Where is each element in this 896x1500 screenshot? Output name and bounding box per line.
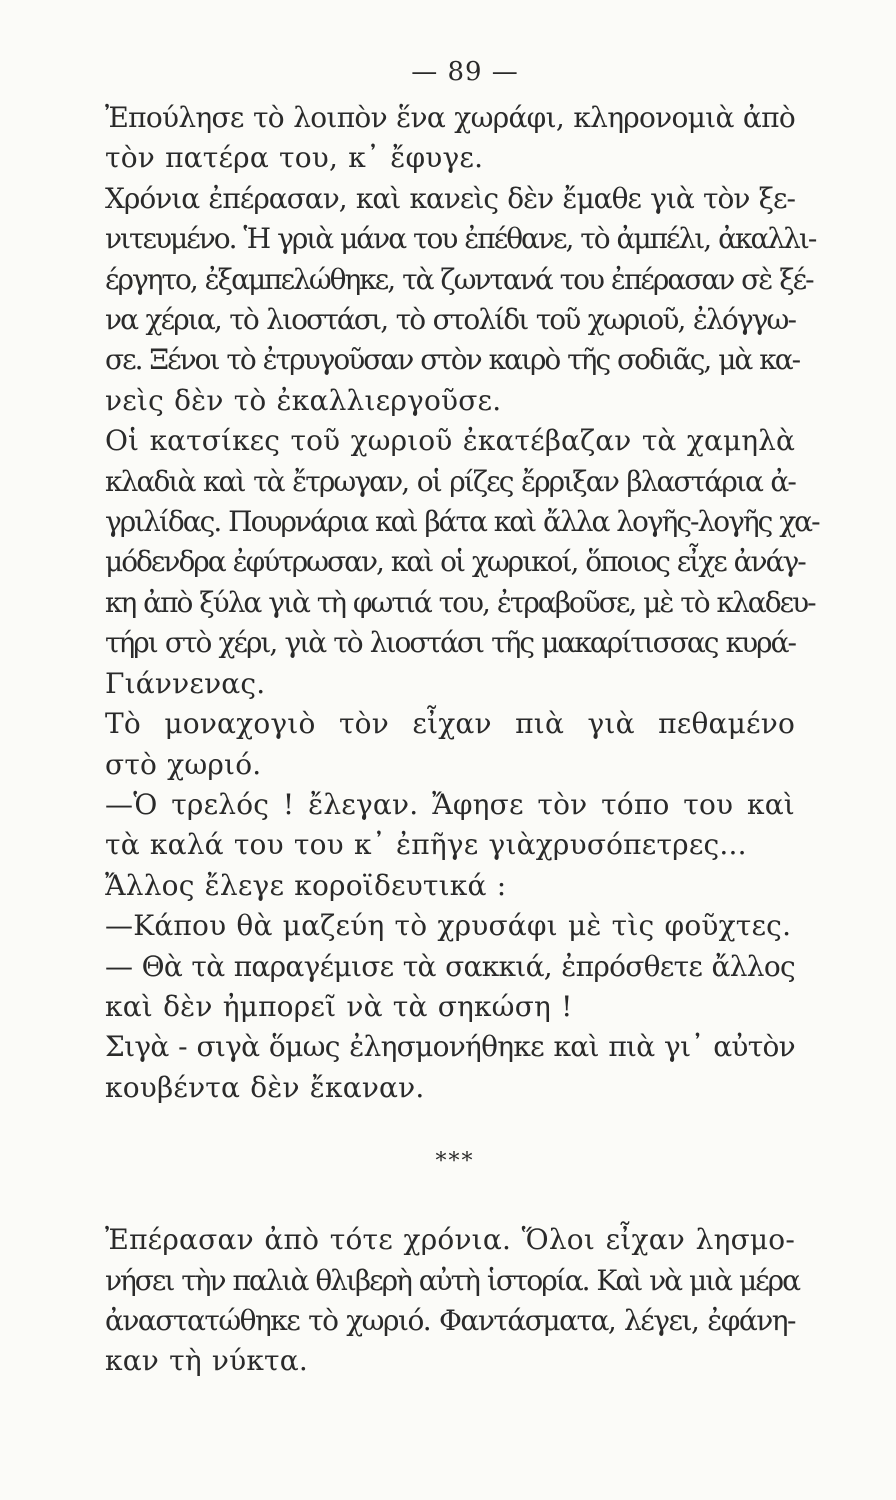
paragraph <box>105 704 795 785</box>
text-line: —Ὁ τρελός ! ἔλεγαν. Ἄφησε τὸν τόπο του καὶ <box>105 787 795 821</box>
text-line: κουβέντα δὲν ἔκαναν. <box>105 1070 425 1104</box>
paragraph <box>105 98 795 179</box>
text-line: σε. Ξένοι τὸ ἐτρυγοῦσαν στὸν καιρὸ τῆς σοδιᾶς, μὰ κα- <box>105 343 800 377</box>
text-line: Οἱ κατσίκες τοῦ χωριοῦ ἐκατέβαζαν τὰ χαμηλὰ <box>105 424 795 458</box>
paragraph <box>105 1027 795 1108</box>
paragraph <box>105 947 795 1028</box>
text-line: κη ἀπὸ ξύλα γιὰ τὴ φωτιά του, ἐτραβοῦσε, μὲ τὸ κλαδευ- <box>105 585 815 619</box>
text-line: μόδενδρα ἐφύτρωσαν, καὶ οἱ χωρικοί, ὅποιος εἶχε ἀνάγ- <box>105 545 805 579</box>
text-line: ἀναστατώθηκε τὸ χωριό. Φαντάσματα, λέγει, ἐφάνη- <box>105 1303 795 1337</box>
paragraph <box>105 866 795 906</box>
section-separator: *** <box>435 1149 475 1175</box>
text-line: Ἄλλος ἔλεγε κοροϊδευτικά : <box>105 868 507 902</box>
text-line: νεὶς δὲν τὸ ἐκαλλιεργοῦσε. <box>105 383 502 417</box>
text-line: Ἐπέρασαν ἀπὸ τότε χρόνια. Ὅλοι εἶχαν λησμο- <box>105 1223 795 1257</box>
text-line: νήσει τὴν παλιὰ θλιβερὴ αὐτὴ ἱστορία. Καὶ νὰ μιὰ μέρα <box>105 1263 800 1297</box>
text-line: κλαδιὰ καὶ τὰ ἔτρωγαν, οἱ ρίζες ἔρριξαν βλαστάρια ἀ- <box>105 464 795 498</box>
paragraph <box>105 906 795 946</box>
text-line: νιτευμένο. Ἡ γριὰ μάνα του ἐπέθανε, τὸ ἀμπέλι, ἀκαλλι- <box>105 222 816 256</box>
paragraph <box>105 785 795 866</box>
text-line: στὸ χωριό. <box>105 747 262 781</box>
text-line: γριλίδας. Πουρνάρια καὶ βάτα καὶ ἄλλα λογῆς-λογῆς χα- <box>105 505 819 539</box>
paragraph <box>105 421 819 704</box>
text-line: έργητο, ἐξαμπελώθηκε, τὰ ζωντανά του ἐπέρασαν σὲ ξέ- <box>105 262 813 296</box>
text-line: —Κάπου θὰ μαζεύη τὸ χρυσάφι μὲ τὶς φοῦχτες. <box>105 909 792 943</box>
text-line: τήρι στὸ χέρι, γιὰ τὸ λιοστάσι τῆς μακαρίτισσας κυρά- <box>105 626 795 660</box>
text-line: καν τὴ νύκτα. <box>105 1344 308 1378</box>
body-text <box>105 98 819 1108</box>
text-line: καὶ δὲν ἠμπορεῖ νὰ τὰ σηκώση ! <box>105 989 573 1023</box>
text-line: Τὸ μοναχογιὸ τὸν εἶχαν πιὰ γιὰ πεθαμένο <box>105 707 795 741</box>
text-line: Ἐπούλησε τὸ λοιπὸν ἕνα χωράφι, κληρονομιὰ ἀπὸ <box>105 101 795 134</box>
text-line: τὸν πατέρα του, κ᾿ ἔφυγε. <box>105 141 484 175</box>
paragraph <box>105 179 816 421</box>
text-line: Χρόνια ἐπέρασαν, καὶ κανεὶς δὲν ἔμαθε γιὰ τὸν ξε- <box>105 181 795 215</box>
text-line: Σιγὰ - σιγὰ ὅμως ἐλησμονήθηκε καὶ πιὰ γι᾿ αὐτὸν <box>105 1030 795 1064</box>
body-text-continued <box>105 1220 800 1382</box>
paragraph <box>105 1220 800 1382</box>
text-line: — Θὰ τὰ παραγέμισε τὰ σακκιά, ἐπρόσθετε ἄλλος <box>105 949 795 983</box>
book-page <box>105 52 819 1382</box>
page-number: — 89 — <box>411 57 519 87</box>
text-line: τὰ καλά του του κ᾿ ἐπῆγε γιὰχρυσόπετρες... <box>105 828 747 862</box>
text-line: να χέρια, τὸ λιοστάσι, τὸ στολίδι τοῦ χωριοῦ, ἐλόγγω- <box>105 303 795 337</box>
text-line: Γιάννενας. <box>105 666 266 700</box>
